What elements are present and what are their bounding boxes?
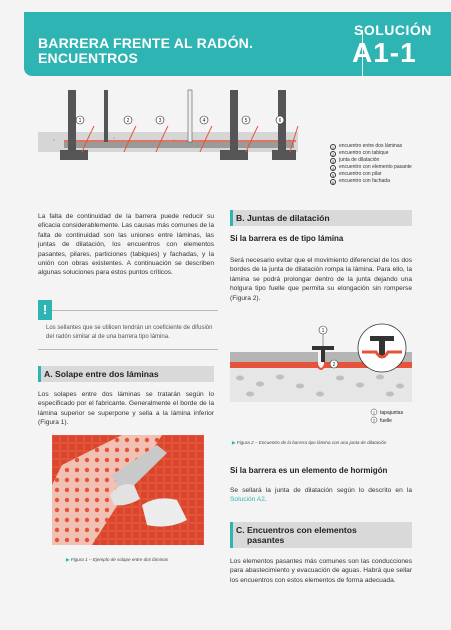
fig2-legend-2: fuelle	[380, 418, 392, 424]
section-b-heading: B. Juntas de dilatación	[230, 210, 412, 226]
title-line-2: ENCUENTROS	[38, 50, 139, 66]
legend-item: 3 junta de dilatación	[331, 157, 380, 164]
diagram-marker-1: 1	[78, 118, 82, 124]
section-a-heading: A. Solape entre dos láminas	[38, 366, 214, 382]
warning-icon: !	[38, 300, 52, 320]
diagram-marker-3: 3	[158, 118, 162, 124]
title-line-1: BARRERA FRENTE AL RADÓN.	[38, 35, 254, 51]
svg-text:2: 2	[372, 417, 376, 423]
diagram-marker-2: 2	[126, 118, 130, 124]
figure-1-photo	[52, 435, 204, 545]
legend-item: 4 encuentro con elemento pasante	[331, 164, 412, 171]
section-c-text: Los elementos pasantes más comunes son las conducciones para abastecimiento y evacuación de aguas. Habrá que sellar los encuentros con estos elementos de forma adecuada.	[230, 558, 412, 584]
note-box	[38, 300, 218, 350]
caption-marker-icon: ▶	[232, 440, 236, 445]
diagram-marker-6: 6	[278, 118, 282, 124]
section-c-heading: C. Encuentros con elementos pasantes	[230, 522, 412, 548]
section-b-subheading-2: Si la barrera es un elemento de hormigón	[230, 466, 388, 475]
solution-label: SOLUCIÓN	[354, 22, 432, 38]
section-b-text-1: Será necesario evitar que el movimiento diferencial de los dos bordes de la junta de dilatación rompa la lámina. Para ello, la lámina se podrá prolongar dentro de la junta dejando una holgura tipo fuelle que permita su elongación sin romperse (Figura 2).	[230, 257, 412, 302]
diagram-marker-4: 4	[202, 118, 206, 124]
section-a-text: Los solapes entre dos láminas se tratarán según lo especificado por el fabricante. Generalmente el borde de la lámina superior se superpone y sella a la lámina inferior (Figura 1).	[38, 391, 214, 427]
svg-text:1: 1	[372, 409, 376, 415]
fig2-legend-1: tapajuntas	[380, 410, 404, 416]
legend-item: 1 encuentro entre dos láminas	[331, 143, 403, 150]
diagram-marker-5: 5	[244, 118, 248, 124]
intro-paragraph: La falta de continuidad de la barrera puede reducir su eficacia considerablemente. Las causas más comunes de la falta de continuidad son las uniones entre láminas, las juntas de dilatación, los encuentros con elementos pasantes, pilares, particiones (tabiques) y fachadas, y la unión con obras existentes. A continuación se describen algunas soluciones para estos puntos críticos.	[38, 213, 214, 277]
fig2-marker-1: 1	[321, 328, 325, 334]
caption-marker-icon: ▶	[66, 557, 70, 562]
legend-item: 5 encuentro con pilar	[331, 171, 382, 178]
section-b-subheading-1: Si la barrera es de tipo lámina	[230, 234, 344, 243]
solution-code: A1-1	[352, 37, 417, 68]
solution-a2-link[interactable]: Solución A2	[230, 496, 265, 504]
figure-2-caption: ▶ Figura 2 – Encuentro de la barrera tipo lámina con una junta de dilatación	[232, 440, 387, 445]
section-b-text-2: Se sellará la junta de dilatación según lo descrito en la Solución A2.	[230, 487, 412, 504]
note-text: Los sellantes que se utilicen tendrán un coeficiente de difusión del radón similar al de una barrera tipo lámina.	[46, 325, 213, 340]
figure-2-joint-diagram	[230, 322, 412, 432]
figure-1-caption: ▶ Figura 1 – Ejemplo de solape entre dos láminas	[66, 557, 169, 562]
page-title	[38, 36, 308, 66]
legend-item: 6 encuentro con fachada	[331, 178, 390, 185]
fig2-marker-2: 2	[332, 362, 336, 368]
legend-item: 2 encuentro con tabique	[331, 150, 389, 157]
diagram-legend	[330, 143, 412, 185]
